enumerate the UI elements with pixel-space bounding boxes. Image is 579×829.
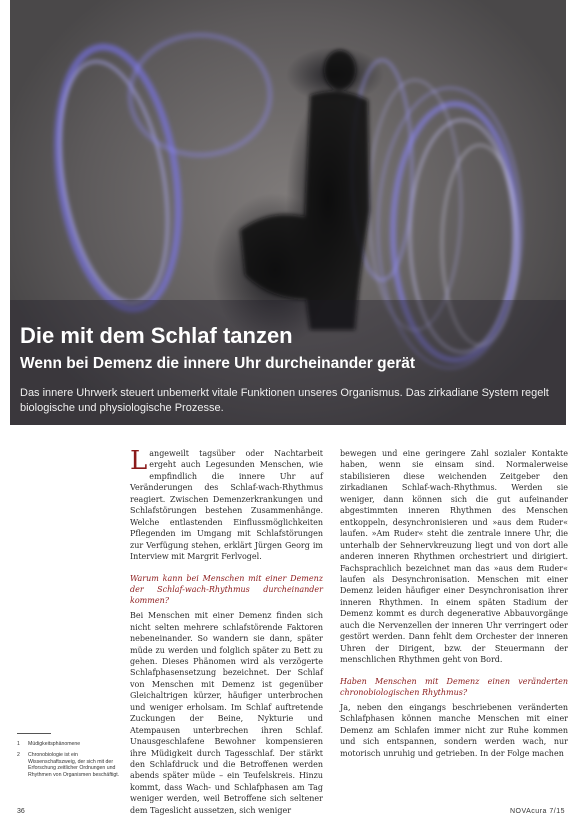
intro-text: angeweilt tagsüber oder Nachtarbeit ergeht auch Legesunden Menschen, wie empfindlich die innere Uhr auf Veränderungen des Schlaf-wach-Rhythmus reagiert. Zwischen Demenzerkrankungen und Schlafstörungen bestehen Zusammenhänge. Welche entlastenden Einflussmöglichkeiten Pflegenden im Umgang mit Schlafstörungen zur Verfügung stehen, erklärt Jürgen Georg im Interview mit Margrit Ferlvogel. — [130, 449, 323, 562]
footnote-number: 2 — [17, 752, 20, 758]
page-number: 36 — [17, 808, 25, 815]
drop-cap: L — [130, 446, 148, 476]
article-lead: Das innere Uhrwerk steuert unbemerkt vitale Funktionen unseres Organismus. Das zirkadiane System regelt biologische und physiologische Prozesse. — [20, 387, 549, 414]
article-title: Die mit dem Schlaf tanzen — [20, 323, 293, 348]
footnote-2 — [17, 752, 125, 779]
footnote-number: 1 — [17, 741, 20, 747]
interview-question-1: Warum kann bei Menschen mit einer Demenz der Schlaf-wach-Rhythmus durcheinander kommen? — [130, 573, 323, 605]
interview-question-2: Haben Menschen mit Demenz einen veränderten chronobiologischen Rhythmus? — [340, 676, 568, 697]
footnote-text: Chronobiologie ist ein Wissenschaftszweig, der sich mit der Erforschung zeitlicher Ordnungen und Rhythmen von Organismen beschäftigt. — [28, 752, 120, 779]
article-subtitle: Wenn bei Demenz die innere Uhr durcheinander gerät — [20, 355, 416, 372]
answer-paragraph-1: Bei Menschen mit einer Demenz finden sich nicht selten mehrere schlafstörende Faktoren nebeneinander. So wandern sie dann, später müde zu werden und folglich später zu Bett zu gehen. Dieses Phänomen wird als verzögerte Schlafphasensetzung bezeichnet. Der Schlaf von Menschen mit Demenz ist gegenüber Gleichaltrigen kürzer, häufiger unterbrochen und weniger erholsam. Im Schlaf auftretende Zuckungen der Beine, Nykturie und Atempausen unterbrechen ihren Schlaf. Unausgeschlafene Bewohner kompensieren ihre Müdigkeit durch Tagesschlaf. Der stärkt den Schlafdruck und die Betroffenen werden abends später müde – ein Teufelskreis. Hinzu kommt, dass Wach- und Schlafphasen am Tag weniger werden, weil Betroffene sich seltener dem Tageslicht aussetzen, sich weniger — [130, 611, 323, 815]
hero-photo — [10, 0, 566, 425]
text-column-right — [340, 448, 568, 759]
footnote-1 — [17, 741, 125, 748]
intro-paragraph — [130, 448, 323, 563]
text-column-left — [130, 448, 323, 816]
answer-paragraph-2: Ja, neben den eingangs beschriebenen veränderten Schlafphasen können manche Menschen mit einer Demenz am Schlafen immer nicht zur Ruhe kommen und sich entspannen, sondern werden wach, nur motorisch unruhig und getrieben. In der Folge machen — [340, 703, 568, 758]
answer-paragraph-1-continued: bewegen und eine geringere Zahl sozialer Kontakte haben, wenn sie einsam sind. Normalerweise stabilisieren diese weichenden Zeitgeber den zirkadianen Schlaf-wach-Rhythmus. Werden sie weniger, dann können sich die gut aufeinander abgestimmten inneren Rhythmen des Menschen entkoppeln, desynchronisieren und »aus dem Ruder« laufen. »Am Ruder« steht die zentrale innere Uhr, die unterhalb der Sehnervkreuzung liegt und von dort alle anderen inneren Rhythmen orchestriert und dirigiert. Fachsprachlich bezeichnet man das »aus dem Ruder« laufen als Desynchronisation. Menschen mit einer Demenz leiden häufiger einer Desynchronisation ihrer inneren Rhythmen. In einem späten Stadium der Demenz kommt es durch degenerative Abbauvorgänge auch die Nervenzellen der inneren Uhr verringert oder gestört werden. Dann fehlt dem Orchester der inneren Uhren der Dirigent, bzw. der Steuermann der menschlichen Rhythmen geht von Bord. — [340, 449, 568, 665]
journal-issue: NOVAcura 7/15 — [509, 808, 565, 815]
footnote-text: Müdigkeitsphänomene — [28, 741, 81, 747]
footnote-divider — [17, 733, 51, 734]
